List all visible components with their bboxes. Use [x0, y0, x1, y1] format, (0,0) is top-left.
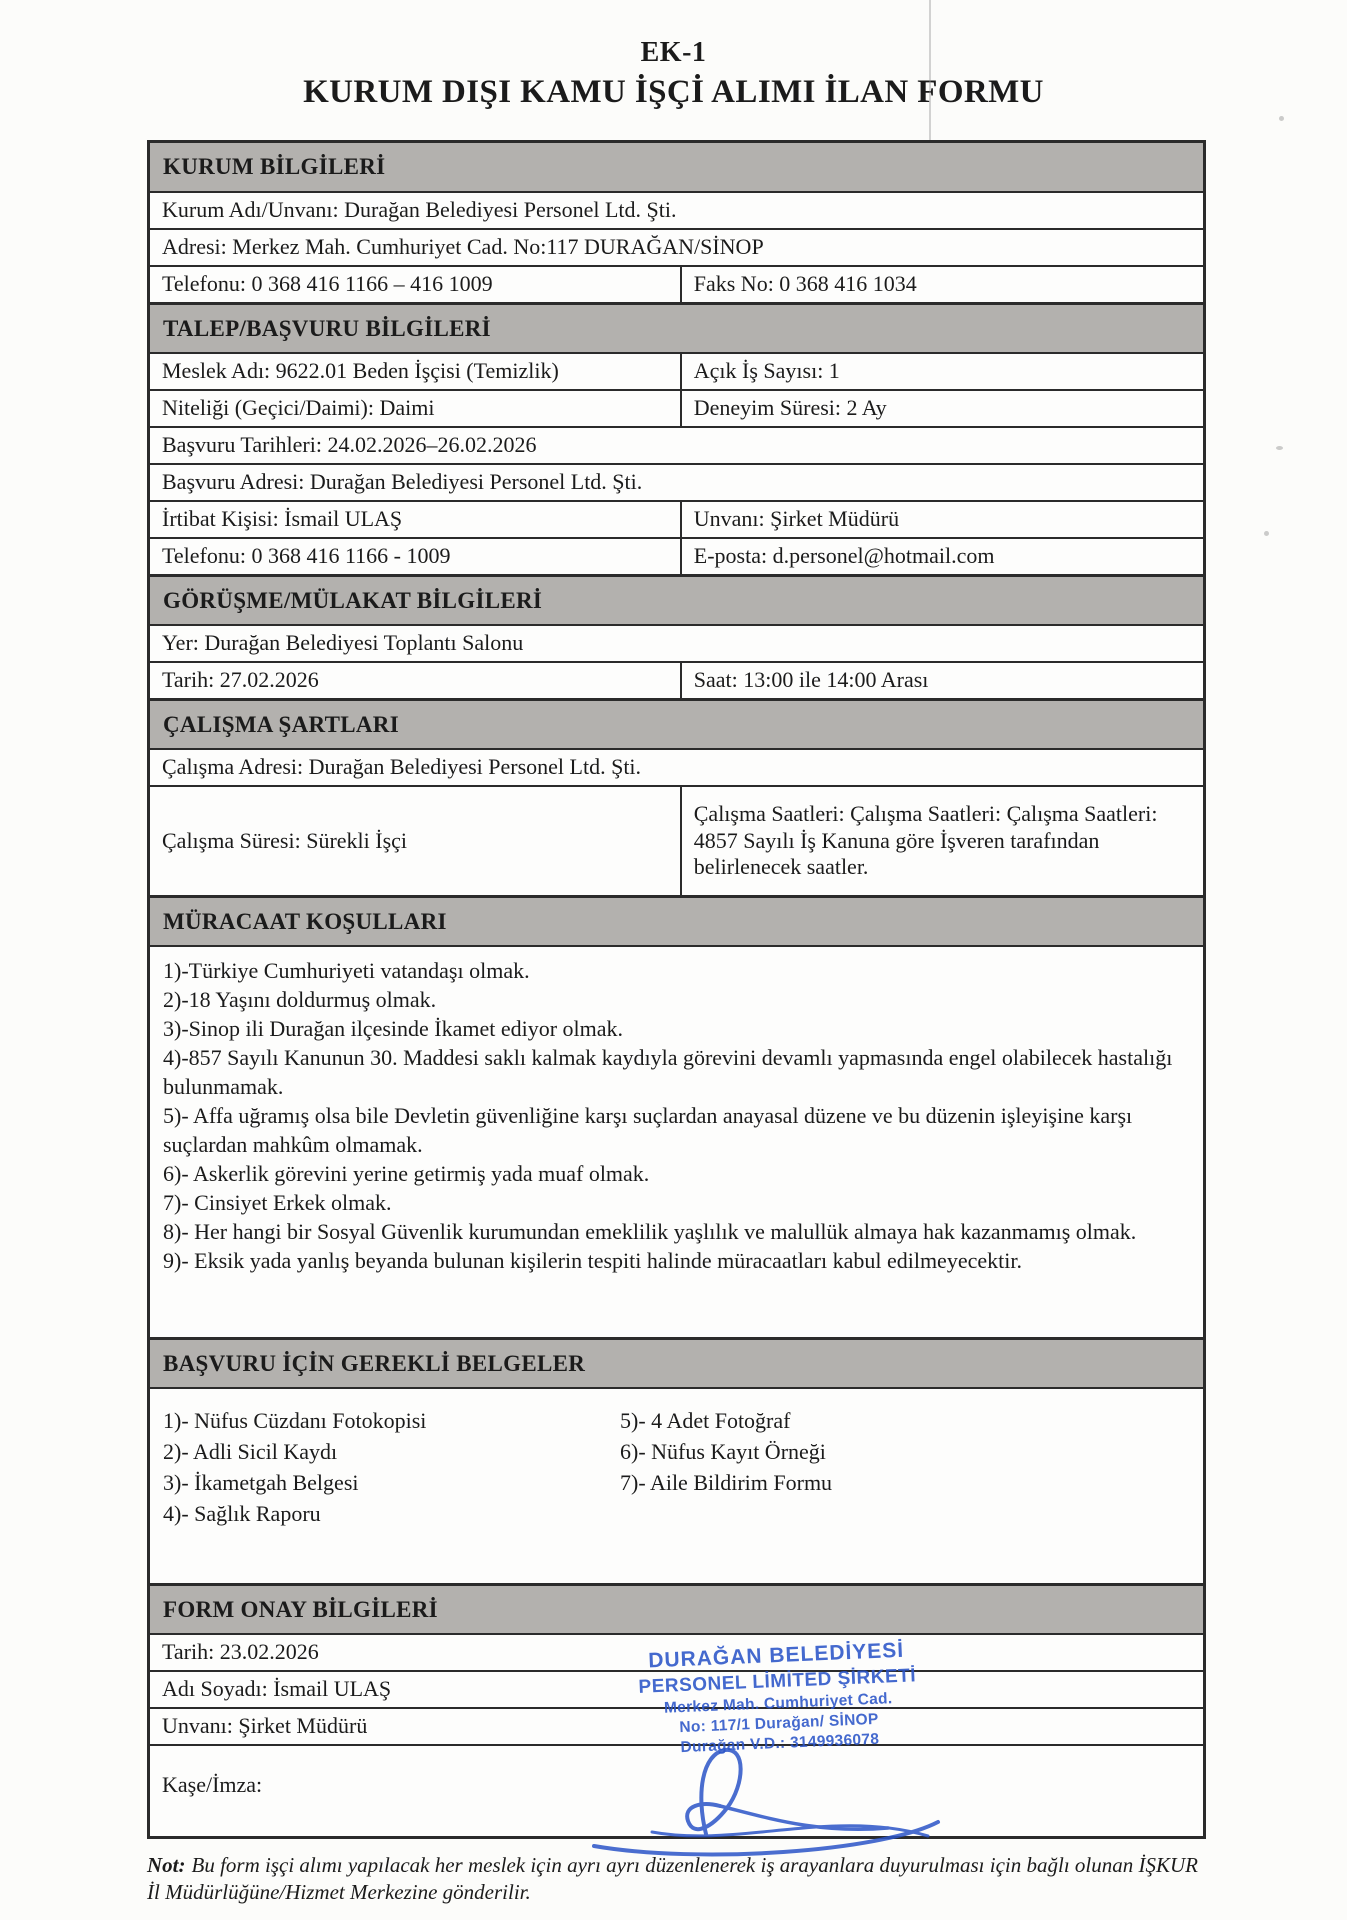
field-basvuru-tarihleri: Başvuru Tarihleri: 24.02.2026–26.02.2026: [162, 432, 537, 458]
condition-item: 6)- Askerlik görevini yerine getirmiş yada muaf olmak.: [163, 1161, 650, 1186]
footer-note: [147, 1852, 1209, 1906]
field-irtibat-kisisi: İrtibat Kişisi: İsmail ULAŞ: [162, 506, 403, 532]
row-yer: [150, 626, 1203, 663]
row-telefon-eposta: [150, 539, 1203, 576]
signature-scribble: [588, 1742, 948, 1867]
field-faks: Faks No: 0 368 416 1034: [693, 271, 917, 297]
section-header-gorusme-mulakat: [150, 576, 1203, 626]
section-header-talep-basvuru: [150, 304, 1203, 354]
footer-note-text: Bu form işçi alımı yapılacak her meslek için ayrı ayrı düzenlenerek iş arayanlara duyurulması için bağlı olunan İŞKUR İl Müdürlüğüne/Hizmet Merkezine gönderilir.: [147, 1853, 1198, 1904]
field-onay-adi-soyadi: Adı Soyadı: İsmail ULAŞ: [162, 1676, 392, 1702]
document-header: [0, 0, 1347, 114]
form-table: [147, 140, 1206, 1839]
document-item: 5)- 4 Adet Fotoğraf: [620, 1408, 791, 1433]
condition-item: 2)-18 Yaşını doldurmuş olmak.: [163, 987, 437, 1012]
conditions-list: [150, 947, 1203, 1339]
field-calisma-adresi: Çalışma Adresi: Durağan Belediyesi Personel Ltd. Şti.: [162, 754, 642, 780]
stamp-line: Merkez Mah. Cumhuriyet Cad.: [663, 1690, 893, 1717]
field-calisma-saatleri: Çalışma Saatleri: Çalışma Saatleri: Çalışma Saatleri: 4857 Sayılı İş Kanuna göre İşveren tarafından belirlenecek saatler.: [693, 801, 1158, 880]
form-code: EK-1: [640, 37, 707, 68]
field-basvuru-adresi: Başvuru Adresi: Durağan Belediyesi Personel Ltd. Şti.: [162, 469, 643, 495]
condition-item: 3)-Sinop ili Durağan ilçesinde İkamet ediyor olmak.: [163, 1016, 624, 1041]
field-calisma-suresi: Çalışma Süresi: Sürekli İşçi: [162, 827, 408, 853]
field-eposta: E-posta: d.personel@hotmail.com: [693, 543, 995, 569]
field-tarih: Tarih: 27.02.2026: [162, 667, 319, 693]
row-niteligi-deneyim: [150, 391, 1203, 428]
field-meslek-adi: Meslek Adı: 9622.01 Beden İşçisi (Temizlik): [162, 358, 559, 384]
documents-column-right: [620, 1405, 1190, 1583]
document-item: 6)- Nüfus Kayıt Örneği: [620, 1439, 826, 1464]
condition-item: 5)- Affa uğramış olsa bile Devletin güvenliğine karşı suçlardan anayasal düzene ve bu düzenin işleyişine karşı suçlardan mahkûm olmamak.: [163, 1103, 1133, 1157]
section-header-muracaat-kosullari: [150, 897, 1203, 947]
documents-column-left: [163, 1405, 620, 1583]
field-yer: Yer: Durağan Belediyesi Toplantı Salonu: [162, 630, 524, 656]
row-meslek-acik-is: [150, 354, 1203, 391]
field-deneyim-suresi: Deneyim Süresi: 2 Ay: [693, 395, 887, 421]
section-title: GÖRÜŞME/MÜLAKAT BİLGİLERİ: [163, 587, 543, 613]
document-item: 2)- Adli Sicil Kaydı: [163, 1439, 338, 1464]
field-kase-imza: Kaşe/İmza:: [162, 1772, 263, 1797]
row-tarih-saat: [150, 663, 1203, 700]
field-niteligi: Niteliği (Geçici/Daimi): Daimi: [162, 395, 435, 421]
section-header-form-onay: [150, 1585, 1203, 1635]
document-item: 7)- Aile Bildirim Formu: [620, 1470, 833, 1495]
document-item: 1)- Nüfus Cüzdanı Fotokopisi: [163, 1408, 427, 1433]
row-kurum-adi: [150, 193, 1203, 230]
condition-item: 4)-857 Sayılı Kanunun 30. Maddesi saklı kalmak kaydıyla görevini devamlı yapmasında engel olabilecek hastalığı bulunmamak.: [163, 1045, 1173, 1099]
condition-item: 7)- Cinsiyet Erkek olmak.: [163, 1190, 392, 1215]
scan-speck: [1276, 446, 1283, 450]
section-title: KURUM BİLGİLERİ: [163, 154, 386, 179]
document-item: 4)- Sağlık Raporu: [163, 1501, 321, 1526]
section-header-calisma-sartlari: [150, 700, 1203, 750]
row-basvuru-adresi: [150, 465, 1203, 502]
section-title: MÜRACAAT KOŞULLARI: [163, 908, 447, 934]
field-unvani: Unvanı: Şirket Müdürü: [693, 506, 900, 532]
row-irtibat-unvan: [150, 502, 1203, 539]
stamp-line: DURAĞAN BELEDİYESİ: [647, 1638, 905, 1673]
stamp-line: Durağan V.D.: 3149936078: [680, 1730, 880, 1757]
section-header-kurum-bilgileri: [150, 143, 1203, 193]
section-title: ÇALIŞMA ŞARTLARI: [163, 711, 399, 737]
footer-note-label: Not:: [147, 1853, 186, 1877]
field-saat: Saat: 13:00 ile 14:00 Arası: [693, 667, 929, 693]
stamp-line: No: 117/1 Durağan/ SİNOP: [679, 1710, 879, 1737]
condition-item: 9)- Eksik yada yanlış beyanda bulunan kişilerin tespiti halinde müracaatları kabul edilmeyecektir.: [163, 1248, 1022, 1273]
row-calisma-adresi: [150, 750, 1203, 787]
section-title: BAŞVURU İÇİN GEREKLİ BELGELER: [163, 1350, 586, 1376]
field-acik-is-sayisi: Açık İş Sayısı: 1: [693, 358, 840, 384]
condition-item: 8)- Her hangi bir Sosyal Güvenlik kurumundan emeklilik yaşlılık ve malullük almaya hak kazanmamış olmak.: [163, 1219, 1137, 1244]
section-header-gerekli-belgeler: [150, 1339, 1203, 1389]
field-onay-tarih: Tarih: 23.02.2026: [162, 1639, 319, 1665]
field-adresi: Adresi: Merkez Mah. Cumhuriyet Cad. No:117 DURAĞAN/SİNOP: [162, 234, 764, 260]
stamp-line: PERSONEL LİMİTED ŞİRKETİ: [638, 1665, 917, 1698]
scan-speck: [1279, 116, 1284, 121]
field-telefonu: Telefonu: 0 368 416 1166 – 416 1009: [162, 271, 493, 297]
scan-speck: [1264, 531, 1269, 536]
row-calisma-suresi-saatleri: [150, 787, 1203, 897]
field-onay-unvani: Unvanı: Şirket Müdürü: [162, 1713, 368, 1739]
row-adresi: [150, 230, 1203, 267]
document-item: 3)- İkametgah Belgesi: [163, 1470, 359, 1495]
documents-list: [150, 1389, 1203, 1585]
section-title: TALEP/BAŞVURU BİLGİLERİ: [163, 315, 491, 341]
field-kurum-adi: Kurum Adı/Unvanı: Durağan Belediyesi Personel Ltd. Şti.: [162, 197, 677, 223]
section-title: FORM ONAY BİLGİLERİ: [163, 1596, 438, 1622]
row-telefon-faks: [150, 267, 1203, 304]
page-title: KURUM DIŞI KAMU İŞÇİ ALIMI İLAN FORMU: [303, 74, 1044, 110]
condition-item: 1)-Türkiye Cumhuriyeti vatandaşı olmak.: [163, 958, 530, 983]
field-telefonu-2: Telefonu: 0 368 416 1166 - 1009: [162, 543, 451, 569]
row-basvuru-tarihleri: [150, 428, 1203, 465]
